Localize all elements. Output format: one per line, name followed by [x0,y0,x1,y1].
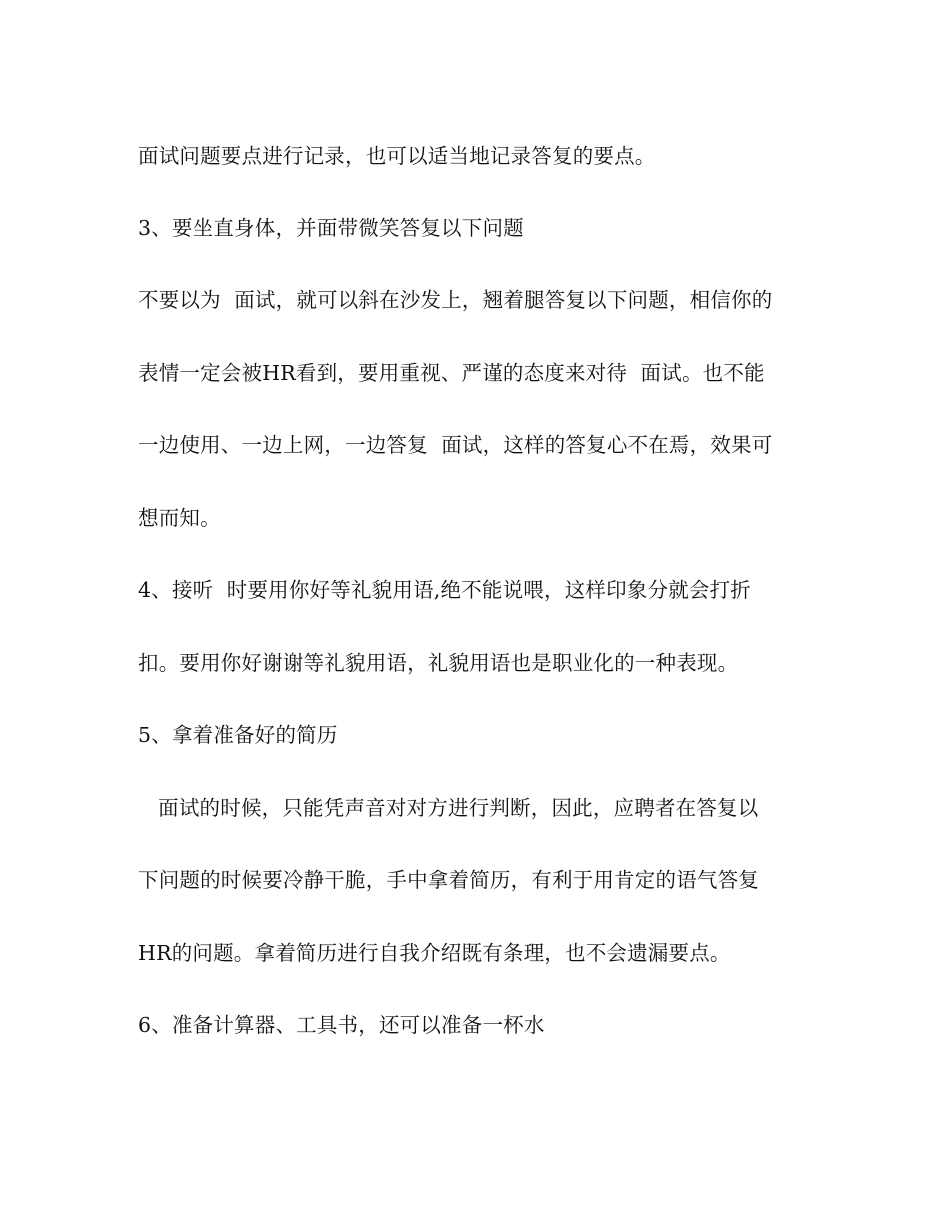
paragraph-line: 想而知。 [138,506,221,530]
section-heading-4: 4、接听 时要用你好等礼貌用语,绝不能说喂，这样印象分就会打折 [138,578,751,602]
paragraph-line: 下问题的时候要冷静干脆，手中拿着简历，有利于用肯定的语气答复 [138,868,759,892]
paragraph-line: 不要以为 面试，就可以斜在沙发上，翘着腿答复以下问题，相信你的 [138,288,773,312]
paragraph-line: 扣。要用你好谢谢等礼貌用语，礼貌用语也是职业化的一种表现。 [138,651,739,675]
paragraph-line: 表情一定会被HR看到，要用重视、严谨的态度来对待 面试。也不能 [138,361,765,385]
paragraph-line: 面试的时候，只能凭声音对对方进行判断，因此，应聘者在答复以 [138,796,759,820]
section-heading-3: 3、要坐直身体，并面带微笑答复以下问题 [138,216,524,240]
section-heading-6: 6、准备计算器、工具书，还可以准备一杯水 [138,1013,545,1037]
section-heading-5: 5、拿着准备好的简历 [138,723,338,747]
paragraph-line: HR的问题。拿着简历进行自我介绍既有条理，也不会遗漏要点。 [138,941,731,965]
paragraph-line: 一边使用、一边上网，一边答复 面试，这样的答复心不在焉，效果可 [138,433,773,457]
paragraph-line: 面试问题要点进行记录，也可以适当地记录答复的要点。 [138,144,656,168]
